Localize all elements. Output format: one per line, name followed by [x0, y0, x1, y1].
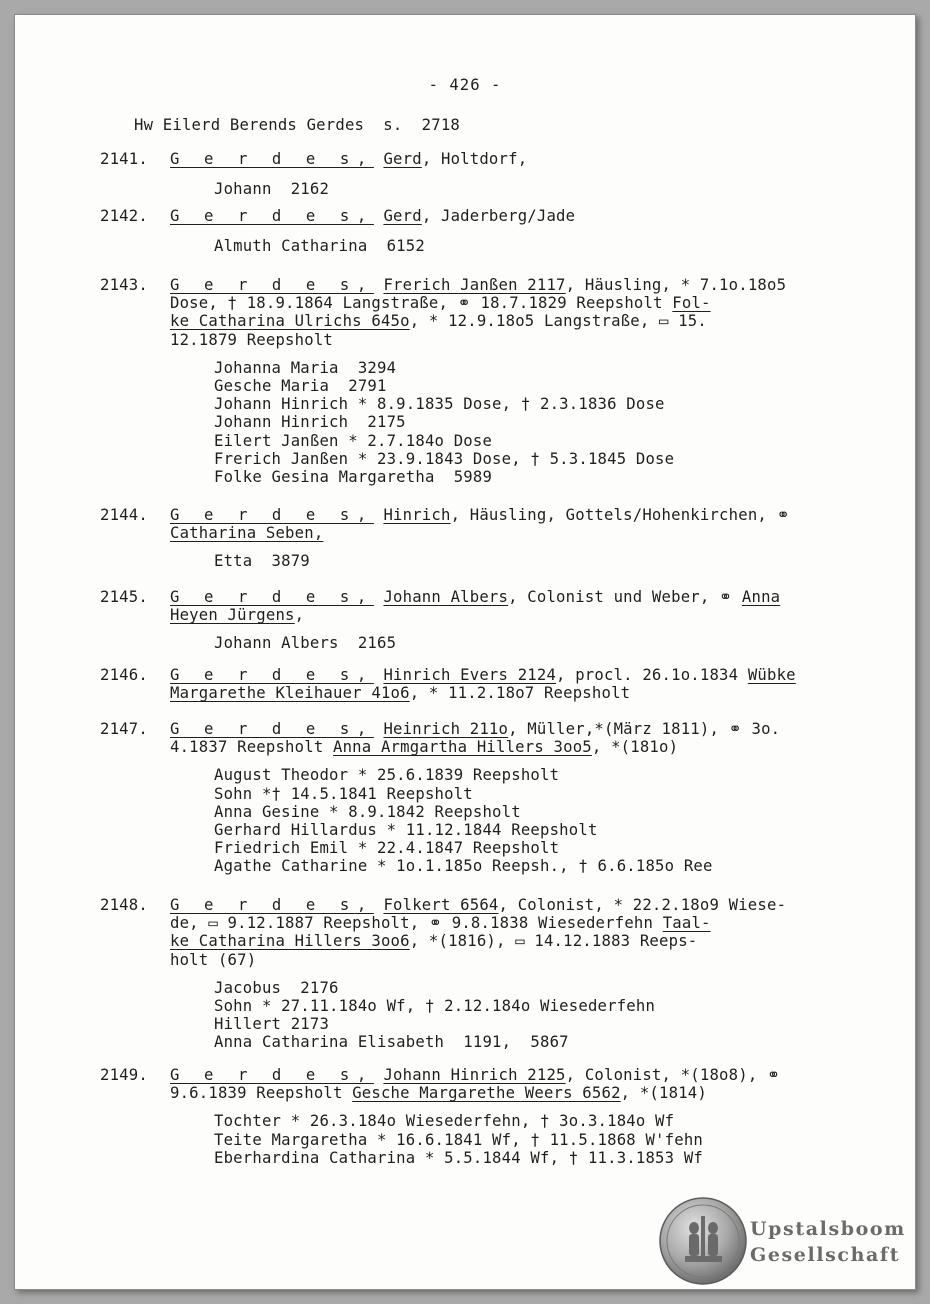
underlined-name: Anna Armgartha Hillers 3oo5: [333, 738, 592, 757]
underlined-name: Johann Hinrich 2125: [383, 1066, 566, 1084]
entry-text: [374, 150, 384, 168]
entry-text: [374, 1066, 384, 1084]
underlined-name: ke Catharina Hillers 3oo6: [170, 932, 410, 951]
children-list: [214, 766, 834, 875]
entry-number: 2142.: [100, 207, 148, 225]
entry-text: , *(1814): [620, 1084, 707, 1103]
logo-line-1: Upstalsboom: [750, 1218, 906, 1240]
entry-heading-line: [170, 932, 810, 950]
surname-spaced: G e r d e s,: [170, 207, 374, 225]
entry-heading: [170, 720, 810, 756]
cross-reference-line: Hw Eilerd Berends Gerdes s. 2718: [134, 116, 460, 134]
entry-number: 2147.: [100, 720, 148, 738]
underlined-name: Heyen Jürgens: [170, 606, 295, 625]
society-logo-text: [750, 1216, 910, 1268]
child-entry: Johann Albers 2165: [214, 634, 397, 653]
entry-heading: [170, 506, 810, 542]
entry-number: 2145.: [100, 588, 148, 606]
surname-spaced: G e r d e s,: [170, 150, 374, 168]
surname-spaced: G e r d e s,: [170, 896, 374, 914]
child-entry: Sohn *† 14.5.1841 Reepsholt: [214, 784, 473, 803]
entry-text: , Häusling, * 7.1o.18o5: [565, 276, 787, 294]
child-entry: Johann Hinrich * 8.9.1835 Dose, † 2.3.1836 Dose: [214, 395, 665, 414]
children-list: [214, 237, 834, 255]
entry-heading: [170, 666, 810, 702]
underlined-name: Frerich Janßen 2117: [383, 276, 566, 294]
entry-text: , Colonist, * 22.2.18o9 Wiese-: [498, 896, 787, 914]
child-entry: Etta 3879: [214, 552, 310, 571]
entry-text: , Colonist und Weber, ⚭: [508, 588, 742, 606]
entry-text: , Colonist, *(18o8), ⚭: [565, 1066, 781, 1084]
child-entry: Sohn * 27.11.184o Wf, † 2.12.184o Wiesederfehn: [214, 996, 656, 1015]
child-entry: Eberhardina Catharina * 5.5.1844 Wf, † 11.3.1853 Wf: [214, 1148, 703, 1167]
logo-line-2: Gesellschaft: [750, 1244, 901, 1266]
underlined-name: Heinrich 211o: [383, 720, 509, 738]
entry-heading: [170, 207, 810, 225]
entry-heading: [170, 588, 810, 624]
child-entry: Tochter * 26.3.184o Wiesederfehn, † 3o.3.184o Wf: [214, 1112, 675, 1131]
child-entry: Johann 2162: [214, 180, 330, 199]
children-list: [214, 359, 834, 486]
entry-heading-line: [170, 738, 810, 756]
document-page: [14, 14, 916, 1290]
child-entry: Anna Catharina Elisabeth 1191, 5867: [214, 1033, 569, 1052]
entry-text: , procl. 26.1o.1834: [556, 666, 748, 684]
entry-heading: [170, 150, 810, 168]
entry-heading-line: [170, 150, 810, 168]
page-content: [14, 14, 916, 1290]
child-entry: Hillert 2173: [214, 1015, 330, 1034]
underlined-name: Margarethe Kleihauer 41o6: [170, 684, 410, 703]
child-entry: Frerich Janßen * 23.9.1843 Dose, † 5.3.1845 Dose: [214, 449, 675, 468]
underlined-name: Hinrich: [383, 506, 451, 524]
surname-spaced: G e r d e s,: [170, 666, 374, 684]
entry-heading-line: [170, 331, 810, 349]
entry-heading: [170, 1066, 810, 1102]
underlined-name: Gesche Margarethe Weers 6562: [352, 1084, 621, 1103]
entry-number: 2141.: [100, 150, 148, 168]
entry-number: 2143.: [100, 276, 148, 294]
surname-spaced: G e r d e s,: [170, 506, 374, 524]
surname-spaced: G e r d e s,: [170, 1066, 374, 1084]
child-entry: Gerhard Hillardus * 11.12.1844 Reepsholt: [214, 820, 598, 839]
surname-spaced: G e r d e s,: [170, 720, 374, 738]
entry-number: 2148.: [100, 896, 148, 914]
entry-heading-line: [170, 276, 810, 294]
child-entry: Jacobus 2176: [214, 978, 339, 997]
underlined-name: Wübke: [747, 666, 796, 684]
child-entry: August Theodor * 25.6.1839 Reepsholt: [214, 766, 560, 785]
entry-text: , * 12.9.18o5 Langstraße, ▭ 15.: [409, 312, 707, 331]
entry-text: holt (67): [170, 950, 257, 969]
entry-heading: [170, 896, 810, 969]
underlined-name: Gerd: [383, 207, 422, 225]
underlined-name: Hinrich Evers 2124: [383, 666, 557, 684]
children-list: [214, 634, 834, 652]
entry-heading-line: [170, 914, 810, 932]
child-entry: Teite Margaretha * 16.6.1841 Wf, † 11.5.1868 W'fehn: [214, 1130, 703, 1149]
entry-text: , * 11.2.18o7 Reepsholt: [409, 684, 631, 703]
entry-heading-line: [170, 896, 810, 914]
entry-text: de, ▭ 9.12.1887 Reepsholt, ⚭ 9.8.1838 Wiesederfehn: [170, 914, 663, 933]
entry-text: 4.1837 Reepsholt: [170, 738, 333, 757]
child-entry: Friedrich Emil * 22.4.1847 Reepsholt: [214, 839, 560, 858]
underlined-name: Taal-: [662, 914, 711, 933]
underlined-name: Anna: [741, 588, 781, 606]
entry-heading-line: [170, 294, 810, 312]
surname-spaced: G e r d e s,: [170, 588, 374, 606]
entry-text: 12.1879 Reepsholt: [170, 330, 333, 349]
children-list: [214, 1112, 834, 1167]
underlined-name: Gerd: [383, 150, 422, 168]
entry-text: , Holtdorf,: [421, 150, 528, 168]
entry-text: [374, 276, 384, 294]
underlined-name: Folkert 6564: [383, 896, 499, 914]
child-entry: Almuth Catharina 6152: [214, 237, 425, 256]
entry-text: , Müller,*(März 1811), ⚭ 3o.: [508, 720, 781, 738]
child-entry: Folke Gesina Margaretha 5989: [214, 467, 493, 486]
page-number: - 426 -: [428, 76, 502, 94]
underlined-name: Fol-: [672, 294, 711, 313]
child-entry: Eilert Janßen * 2.7.184o Dose: [214, 431, 493, 450]
entry-heading-line: [170, 606, 810, 624]
underlined-name: Catharina Seben,: [170, 524, 324, 543]
entry-heading-line: [170, 207, 810, 225]
entry-text: [374, 666, 384, 684]
entry-heading-line: [170, 951, 810, 969]
entry-text: [374, 720, 384, 738]
child-entry: Johann Hinrich 2175: [214, 413, 406, 432]
entry-heading-line: [170, 1084, 810, 1102]
entry-heading-line: [170, 720, 810, 738]
entry-heading-line: [170, 666, 810, 684]
entry-text: [374, 588, 384, 606]
children-list: [214, 979, 834, 1052]
child-entry: Anna Gesine * 8.9.1842 Reepsholt: [214, 802, 521, 821]
entry-text: , Häusling, Gottels/Hohenkirchen, ⚭: [450, 506, 790, 524]
underlined-name: ke Catharina Ulrichs 645o: [170, 312, 410, 331]
surname-spaced: G e r d e s,: [170, 276, 374, 294]
seal-icon: [658, 1196, 748, 1286]
entry-text: , *(181o): [591, 738, 679, 757]
entry-text: 9.6.1839 Reepsholt: [170, 1084, 353, 1103]
entry-heading-line: [170, 588, 810, 606]
entry-number: 2146.: [100, 666, 148, 684]
entry-heading-line: [170, 312, 810, 330]
entry-number: 2144.: [100, 506, 148, 524]
children-list: [214, 180, 834, 198]
entry-heading: [170, 276, 810, 349]
entry-text: [374, 896, 384, 914]
entry-heading-line: [170, 506, 810, 524]
entry-text: , Jaderberg/Jade: [421, 207, 576, 225]
entry-text: [374, 506, 384, 524]
entry-text: Dose, † 18.9.1864 Langstraße, ⚭ 18.7.1829 Reepsholt: [170, 294, 673, 313]
child-entry: Johanna Maria 3294: [214, 358, 397, 377]
children-list: [214, 552, 834, 570]
entry-heading-line: [170, 684, 810, 702]
entry-text: ,: [294, 606, 305, 625]
entry-text: , *(1816), ▭ 14.12.1883 Reeps-: [409, 932, 698, 951]
entry-number: 2149.: [100, 1066, 148, 1084]
child-entry: Gesche Maria 2791: [214, 376, 387, 395]
entry-text: [374, 207, 384, 225]
child-entry: Agathe Catharine * 1o.1.185o Reepsh., † 6.6.185o Ree: [214, 857, 713, 876]
entry-heading-line: [170, 1066, 810, 1084]
entry-heading-line: [170, 524, 810, 542]
underlined-name: Johann Albers: [383, 588, 509, 606]
